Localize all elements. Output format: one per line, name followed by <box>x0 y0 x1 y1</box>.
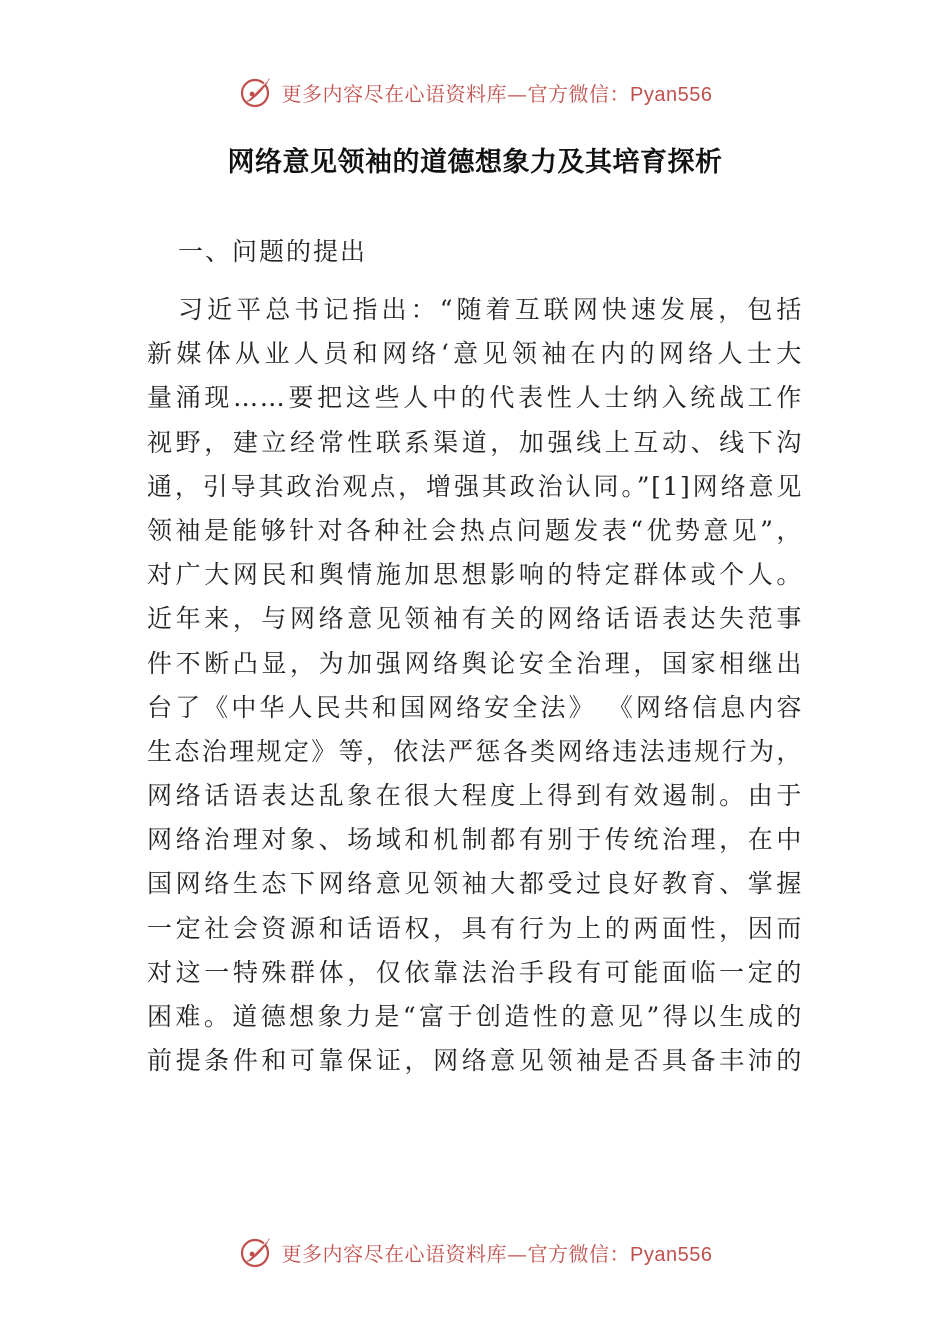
body-paragraph <box>147 288 803 1083</box>
header-banner <box>0 72 950 112</box>
header-banner-label: 更多内容尽在心语资料库—官方微信： <box>281 81 631 106</box>
footer-banner <box>0 1232 950 1272</box>
paragraph-line: 网络治理对象、场域和机制都有别于传统治理，在中 <box>147 825 803 855</box>
paragraph-line: 件不断凸显，为加强网络舆论安全治理，国家相继出 <box>147 648 803 678</box>
paragraph-line: 网络话语表达乱象在很大程度上得到有效遏制。由于 <box>147 781 803 811</box>
footer-wechat-id: Pyan556 <box>630 1243 713 1266</box>
paragraph-line: 对这一特殊群体，仅依靠法治手段有可能面临一定的 <box>147 957 803 987</box>
paragraph-line: 习近平总书记指出：“随着互联网快速发展，包括 <box>178 295 803 324</box>
feather-pen-logo-icon <box>238 74 274 110</box>
paragraph-line: 量涌现……要把这些人中的代表性人士纳入统战工作 <box>147 383 803 413</box>
header-banner-text <box>282 78 713 107</box>
paragraph-line: 领袖是能够针对各种社会热点问题发表“优势意见”， <box>147 515 803 545</box>
section-heading: 一、问题的提出 <box>178 237 368 266</box>
header-wechat-id: Pyan556 <box>630 83 713 106</box>
paragraph-line: 生态治理规定》等，依法严惩各类网络违法违规行为， <box>147 736 803 766</box>
paragraph-line: 视野，建立经常性联系渠道，加强线上互动、线下沟 <box>147 427 803 457</box>
paragraph-line: 前提条件和可靠保证，网络意见领袖是否具备丰沛的 <box>147 1046 803 1076</box>
paragraph-line: 通，引导其政治观点，增强其政治认同。”[1]网络意见 <box>147 471 803 501</box>
paragraph-line: 新媒体从业人员和网络‘意见领袖在内的网络人士大 <box>147 339 803 369</box>
paragraph-line: 对广大网民和舆情施加思想影响的特定群体或个人。 <box>147 560 803 590</box>
feather-pen-logo-icon <box>238 1234 274 1270</box>
footer-banner-label: 更多内容尽在心语资料库—官方微信： <box>281 1241 631 1266</box>
paragraph-line: 困难。道德想象力是“富于创造性的意见”得以生成的 <box>147 1002 803 1031</box>
paragraph-line: 一定社会资源和话语权，具有行为上的两面性，因而 <box>147 913 803 943</box>
paragraph-line: 近年来，与网络意见领袖有关的网络话语表达失范事 <box>147 604 803 634</box>
document-title: 网络意见领袖的道德想象力及其培育探析 <box>227 147 723 178</box>
paragraph-line: 台了《中华人民共和国网络安全法》 《网络信息内容 <box>147 692 803 722</box>
paragraph-line: 国网络生态下网络意见领袖大都受过良好教育、掌握 <box>147 869 803 899</box>
footer-banner-text <box>282 1238 713 1267</box>
